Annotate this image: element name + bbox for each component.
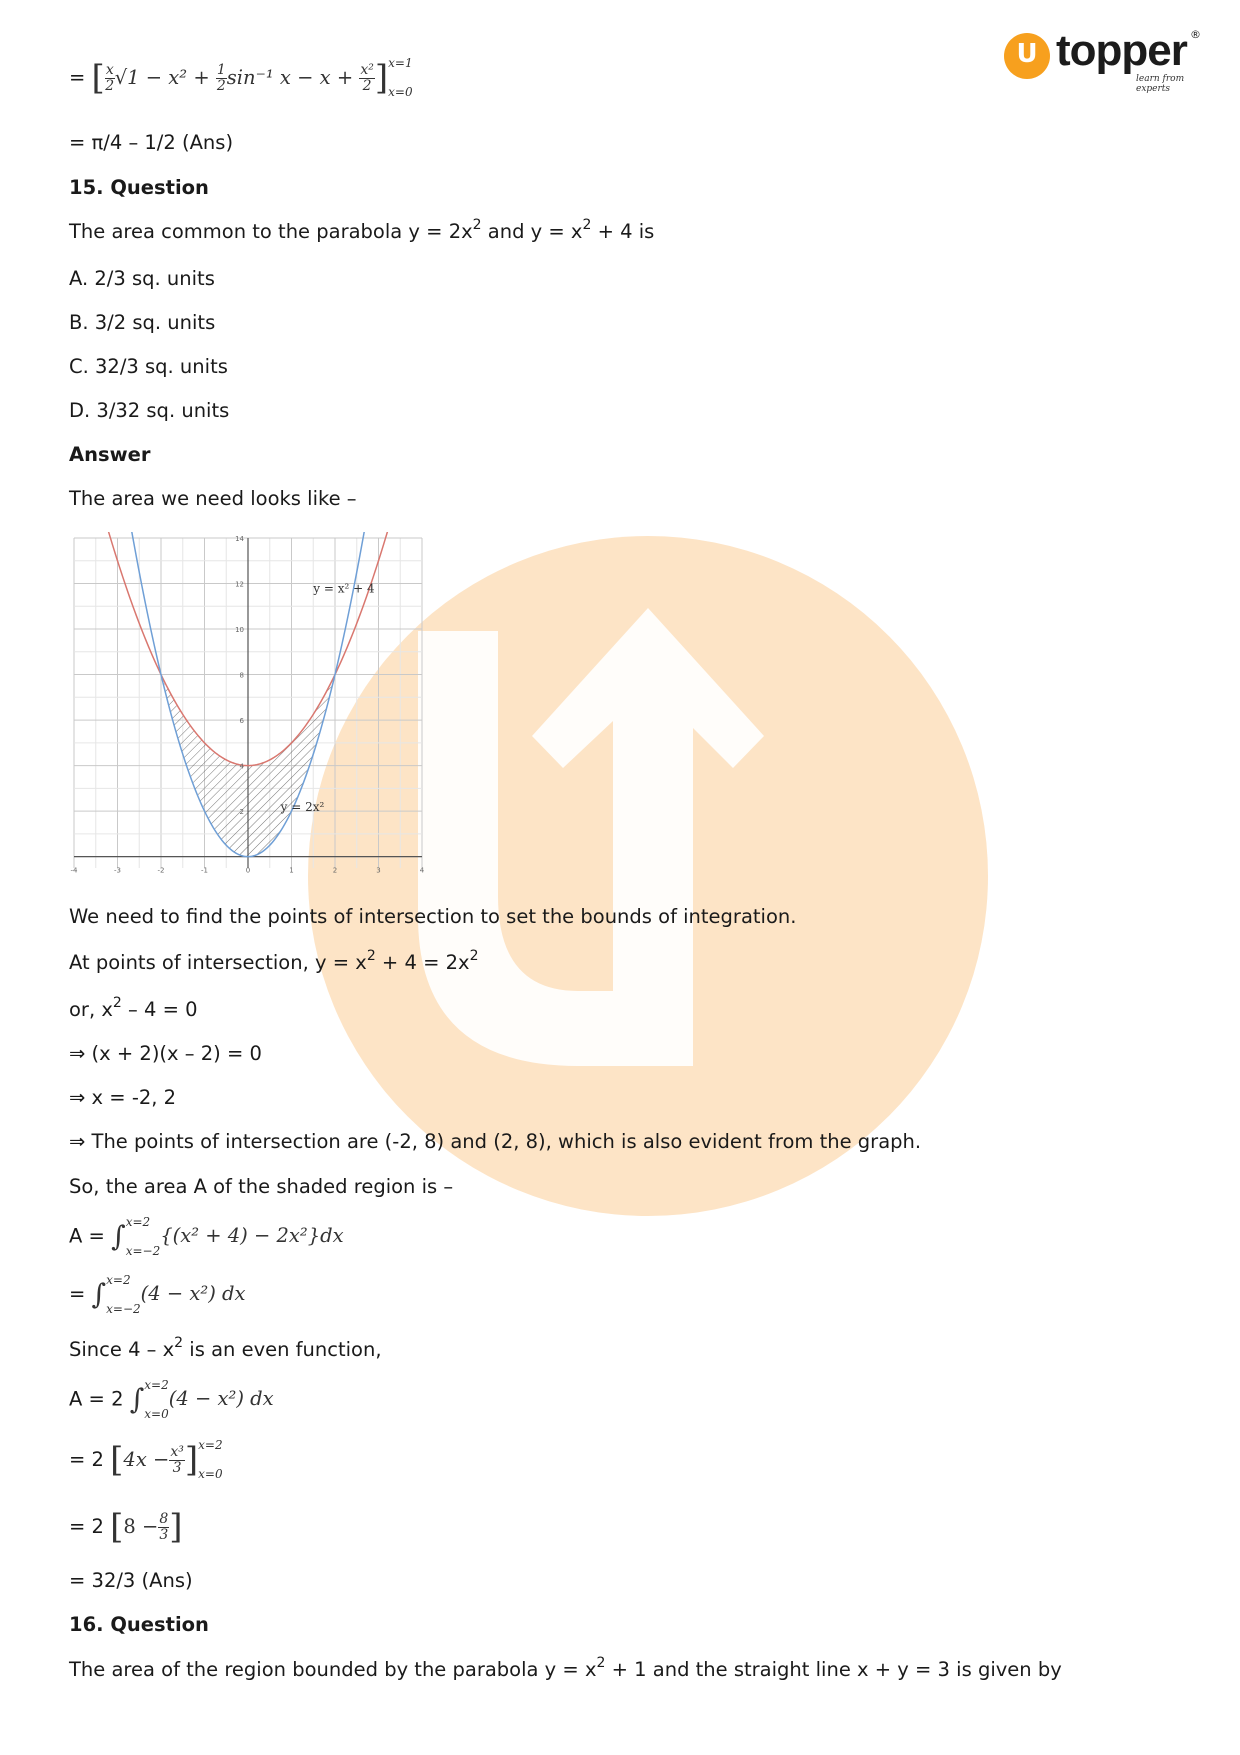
y-tick-label: 8 <box>239 671 244 680</box>
option-a: A. 2/3 sq. units <box>69 267 215 290</box>
x-tick-label: -1 <box>201 866 208 875</box>
result-line: = π/4 – 1/2 (Ans) <box>69 131 234 154</box>
curve-label-lower: y = 2x² <box>280 800 325 815</box>
option-b: B. 3/2 sq. units <box>69 311 216 334</box>
registered-mark: ® <box>1190 28 1201 41</box>
answer-intro: The area we need looks like – <box>69 487 357 510</box>
curve-label-upper: y = x² + 4 <box>313 581 375 596</box>
y-tick-label: 2 <box>239 808 244 817</box>
final-answer: = 32/3 (Ans) <box>69 1569 193 1592</box>
question-16-title: 16. Question <box>69 1613 209 1636</box>
question-15-title: 15. Question <box>69 176 209 199</box>
y-tick-label: 6 <box>239 717 244 726</box>
option-c: C. 32/3 sq. units <box>69 355 228 378</box>
y-tick-label: 12 <box>235 580 244 589</box>
x-tick-label: 2 <box>332 866 338 875</box>
x-tick-label: 1 <box>289 866 294 875</box>
integral-line-3: A = 2 ∫ x=2 x=0 (4 − x²) dx <box>69 1377 274 1421</box>
even-function-line: Since $4 - x^2$ is an even function, <box>69 1335 382 1361</box>
logo-tagline: learn from experts <box>1136 74 1185 94</box>
integral-line-2: = ∫ x=2 x=−2 (4 − x²) dx <box>69 1272 246 1316</box>
points-line: ⇒ The points of intersection are (-2, 8) and (2, 8), which is also evident from the graph. <box>69 1130 922 1153</box>
parabola-area-graph <box>70 532 426 890</box>
x-tick-label: -4 <box>70 866 78 875</box>
question-15-text: The area common to the parabola $y = 2x^2$ and $y = x^2 + 4$ is <box>69 217 655 243</box>
math-line-bracket-result: = [ $\frac{x}{2}$ √1 − x² + $\frac{1}{2}$ sin⁻¹ x − x + $\frac{\text{x²}}{2}$ ] x=1 x=0 <box>69 56 413 100</box>
intersection-equation: At points of intersection, $y = x^2 + 4 = 2x^2$ <box>69 948 479 974</box>
logo-mark-icon: U <box>1004 33 1050 79</box>
x-tick-label: -2 <box>157 866 165 875</box>
evaluation-line: = 2 [8 − $\frac{8}{3}$ ] <box>69 1507 183 1547</box>
quadratic-line: or, $x^2 - 4 = 0$ <box>69 995 198 1021</box>
x-tick-label: -3 <box>114 866 121 875</box>
intersection-intro: We need to find the points of intersection to set the bounds of integration. <box>69 905 797 928</box>
x-tick-label: 0 <box>245 866 251 875</box>
question-16-text: The area of the region bounded by the parabola $y = x^2 + 1$ and the straight line x + y = 3 is given by <box>69 1655 1062 1681</box>
option-d: D. 3/32 sq. units <box>69 399 230 422</box>
factor-line: ⇒ (x + 2)(x – 2) = 0 <box>69 1042 262 1065</box>
area-intro-line: So, the area A of the shaded region is – <box>69 1175 454 1198</box>
integral-line-1: A = ∫ x=2 x=−2 {(x² + 4) − 2x²}dx <box>69 1214 344 1258</box>
y-tick-label: 14 <box>235 535 244 543</box>
x-tick-label: 3 <box>376 866 381 875</box>
x-tick-label: 4 <box>419 866 425 875</box>
topper-logo[interactable] <box>1004 26 1204 94</box>
answer-heading: Answer <box>69 443 151 466</box>
roots-line: ⇒ x = -2, 2 <box>69 1086 177 1109</box>
logo-wordmark: topper <box>1056 26 1187 75</box>
antiderivative-line: = 2 [4x − $\frac{\text{x³}}{3}$ ] x=2 x=0 <box>69 1438 223 1482</box>
y-tick-label: 10 <box>235 626 244 635</box>
math-expression: [ $\frac{x}{2}$ √1 − x² + $\frac{1}{2}$ sin⁻¹ x − x + $\frac{\text{x²}}{2}$ ] x=1 x=0 <box>91 56 413 100</box>
y-tick-label: 4 <box>239 762 244 771</box>
